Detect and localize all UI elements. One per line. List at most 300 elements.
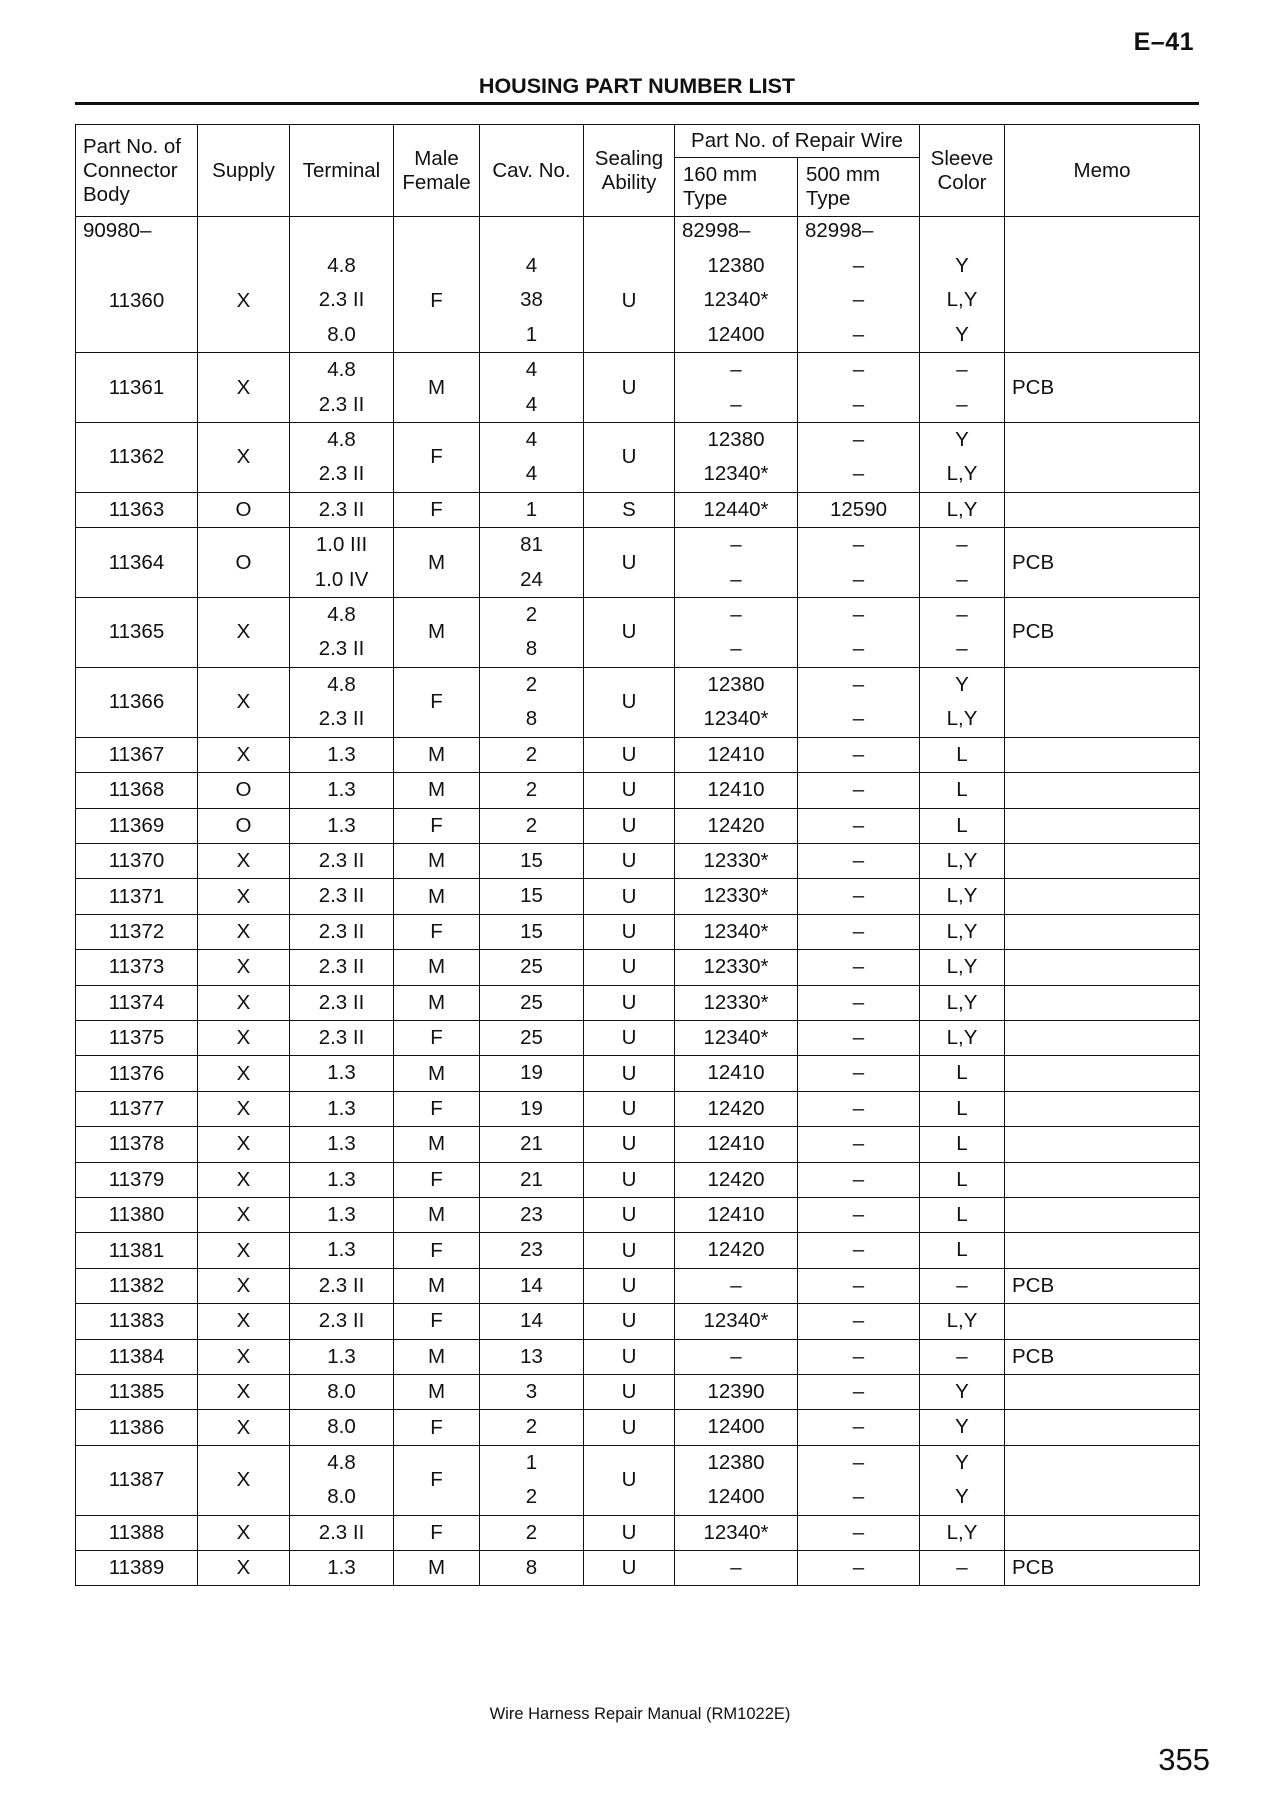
supply-cell: X xyxy=(198,843,290,878)
sleeve-color-cell-line: – xyxy=(956,358,968,382)
repair-wire-160-cell-line: 12410 xyxy=(707,1202,765,1226)
male-female-cell: F xyxy=(394,249,480,353)
repair-wire-500-cell xyxy=(798,843,920,878)
repair-wire-500-cell-line: – xyxy=(852,1344,865,1368)
prefix-row xyxy=(76,217,1200,250)
repair-wire-500-cell xyxy=(798,1551,920,1586)
terminal-cell-line: 4.8 xyxy=(327,1450,356,1474)
repair-wire-500-cell-line: – xyxy=(852,1485,865,1509)
col-header-sealing: Sealing Ability xyxy=(584,125,675,217)
terminal-cell xyxy=(290,773,394,808)
part-no-cell: 11364 xyxy=(76,528,198,598)
repair-wire-500-cell-line: – xyxy=(852,1309,865,1333)
table-row xyxy=(76,985,1200,1020)
terminal-cell xyxy=(290,1375,394,1410)
male-female-cell: F xyxy=(394,423,480,493)
type160-prefix: 82998– xyxy=(675,217,798,250)
cav-no-cell-line: 2 xyxy=(525,1485,538,1509)
repair-wire-160-cell-line: 12410 xyxy=(707,778,765,802)
sealing-cell: U xyxy=(584,598,675,668)
table-row xyxy=(76,1304,1200,1339)
repair-wire-160-cell xyxy=(675,1410,798,1445)
sleeve-color-cell-line: – xyxy=(956,1344,968,1368)
repair-wire-160-cell xyxy=(675,950,798,985)
repair-wire-500-cell-line: – xyxy=(852,672,865,696)
male-female-cell: M xyxy=(394,950,480,985)
repair-wire-500-cell xyxy=(798,1197,920,1232)
supply-cell: X xyxy=(198,1056,290,1091)
repair-wire-160-cell-line: 12330* xyxy=(703,990,769,1014)
supply-cell: X xyxy=(198,1268,290,1303)
repair-wire-160-cell-line: 12420 xyxy=(707,813,765,837)
sleeve-color-cell-line: L,Y xyxy=(946,1025,978,1049)
terminal-cell-line: 2.3 II xyxy=(318,637,365,661)
sleeve-color-cell xyxy=(920,879,1005,914)
memo-cell: PCB xyxy=(1005,1339,1200,1374)
sealing-cell: U xyxy=(584,1056,675,1091)
col-header-repair-wire: Part No. of Repair Wire xyxy=(675,125,920,158)
sleeve-color-cell-line: Y xyxy=(955,672,969,696)
repair-wire-500-cell xyxy=(798,950,920,985)
cav-no-cell xyxy=(480,598,584,668)
repair-wire-160-cell-line: 12410 xyxy=(707,742,765,766)
repair-wire-500-cell xyxy=(798,1515,920,1550)
cav-no-cell xyxy=(480,1551,584,1586)
cav-no-cell-line: 4 xyxy=(525,358,538,382)
table-row xyxy=(76,843,1200,878)
sealing-cell: U xyxy=(584,914,675,949)
male-female-cell: M xyxy=(394,773,480,808)
terminal-cell-line: 1.3 xyxy=(327,742,356,766)
section-label: E–41 xyxy=(1133,28,1194,56)
male-female-cell: M xyxy=(394,598,480,668)
part-no-cell: 11372 xyxy=(76,914,198,949)
sealing-cell: U xyxy=(584,1091,675,1126)
repair-wire-500-cell xyxy=(798,1410,920,1445)
cav-no-cell-line: 23 xyxy=(520,1202,543,1226)
type500-prefix: 82998– xyxy=(798,217,920,250)
repair-wire-500-cell xyxy=(798,598,920,668)
terminal-cell-line: 8.0 xyxy=(327,1415,356,1439)
repair-wire-500-cell-line: – xyxy=(852,742,865,766)
terminal-cell-line: 2.3 II xyxy=(318,1025,365,1049)
sleeve-color-cell-line: L xyxy=(956,1096,968,1120)
repair-wire-160-cell xyxy=(675,1304,798,1339)
repair-wire-160-cell xyxy=(675,1162,798,1197)
terminal-cell-line: 1.3 xyxy=(327,1344,356,1368)
repair-wire-500-cell-line: – xyxy=(852,533,865,557)
male-female-cell: M xyxy=(394,1268,480,1303)
cav-no-cell xyxy=(480,1091,584,1126)
supply-cell: X xyxy=(198,1551,290,1586)
repair-wire-500-cell-line: – xyxy=(852,428,865,452)
sealing-cell: U xyxy=(584,1162,675,1197)
terminal-cell xyxy=(290,914,394,949)
sealing-cell: U xyxy=(584,1551,675,1586)
col-header-500mm-type: 500 mm Type xyxy=(798,158,920,217)
repair-wire-500-cell-line: – xyxy=(852,955,865,979)
cav-no-cell-line: 15 xyxy=(520,884,543,908)
male-female-cell: F xyxy=(394,492,480,527)
supply-cell: X xyxy=(198,1304,290,1339)
sleeve-color-cell xyxy=(920,1233,1005,1268)
part-no-cell: 11378 xyxy=(76,1127,198,1162)
terminal-cell xyxy=(290,1127,394,1162)
memo-cell xyxy=(1005,737,1200,772)
male-female-cell: M xyxy=(394,1375,480,1410)
table-row xyxy=(76,1197,1200,1232)
cav-no-cell-line: 4 xyxy=(525,428,538,452)
cav-no-cell-line: 4 xyxy=(525,462,538,486)
part-no-cell: 11370 xyxy=(76,843,198,878)
memo-cell xyxy=(1005,1197,1200,1232)
supply-cell: X xyxy=(198,1197,290,1232)
col-header-160mm-type: 160 mm Type xyxy=(675,158,798,217)
repair-wire-160-cell-line: – xyxy=(730,637,742,661)
supply-cell: X xyxy=(198,598,290,668)
sleeve-color-cell-line: – xyxy=(956,1556,968,1580)
repair-wire-500-cell-line: – xyxy=(852,1132,865,1156)
repair-wire-500-cell xyxy=(798,1162,920,1197)
cav-no-cell-line: 2 xyxy=(525,813,538,837)
sleeve-color-cell-line: L xyxy=(956,742,968,766)
sleeve-color-cell xyxy=(920,737,1005,772)
cav-no-cell-line: 21 xyxy=(520,1167,543,1191)
repair-wire-160-cell xyxy=(675,879,798,914)
repair-wire-160-cell xyxy=(675,492,798,527)
table-row xyxy=(76,1375,1200,1410)
terminal-cell-line: 8.0 xyxy=(327,1380,356,1403)
repair-wire-160-cell xyxy=(675,1233,798,1268)
terminal-cell xyxy=(290,950,394,985)
table-row xyxy=(76,492,1200,527)
terminal-cell-line: 2.3 II xyxy=(318,1309,365,1333)
male-female-cell: F xyxy=(394,667,480,737)
sleeve-color-cell xyxy=(920,773,1005,808)
terminal-cell-line: 1.0 III xyxy=(315,533,368,557)
repair-wire-500-cell-line: – xyxy=(852,1450,865,1474)
male-female-cell: F xyxy=(394,1304,480,1339)
sealing-cell: S xyxy=(584,492,675,527)
cav-no-cell-line: 2 xyxy=(525,1520,538,1544)
supply-cell: X xyxy=(198,1375,290,1410)
repair-wire-160-cell-line: – xyxy=(730,392,742,416)
terminal-cell-line: 4.8 xyxy=(327,603,356,627)
part-no-cell: 11367 xyxy=(76,737,198,772)
repair-wire-160-cell xyxy=(675,1127,798,1162)
sleeve-color-cell xyxy=(920,1091,1005,1126)
supply-cell: X xyxy=(198,1445,290,1515)
table-row xyxy=(76,1268,1200,1303)
cav-no-cell xyxy=(480,879,584,914)
cav-no-cell-line: 38 xyxy=(520,288,543,312)
terminal-cell xyxy=(290,667,394,737)
cav-no-cell xyxy=(480,1020,584,1055)
repair-wire-500-cell-line: – xyxy=(852,778,865,802)
repair-wire-160-cell-line: 12340* xyxy=(703,1520,769,1544)
sleeve-color-cell-line: Y xyxy=(955,428,969,452)
repair-wire-500-cell xyxy=(798,879,920,914)
terminal-cell xyxy=(290,1020,394,1055)
terminal-cell-line: 2.3 II xyxy=(318,497,365,521)
sleeve-color-cell-line: L xyxy=(956,1132,968,1156)
repair-wire-500-cell-line: – xyxy=(852,462,865,486)
cav-no-cell-line: 4 xyxy=(525,392,538,416)
sleeve-color-cell-line: L,Y xyxy=(946,919,978,943)
repair-wire-500-cell xyxy=(798,985,920,1020)
sealing-cell: U xyxy=(584,985,675,1020)
table-row xyxy=(76,1127,1200,1162)
repair-wire-500-cell-line: – xyxy=(852,707,865,731)
memo-cell xyxy=(1005,843,1200,878)
part-no-cell: 11387 xyxy=(76,1445,198,1515)
cav-no-cell xyxy=(480,985,584,1020)
table-row xyxy=(76,1515,1200,1550)
cav-no-cell xyxy=(480,843,584,878)
repair-wire-160-cell-line: 12420 xyxy=(707,1238,765,1262)
part-no-cell: 11384 xyxy=(76,1339,198,1374)
memo-cell xyxy=(1005,1515,1200,1550)
col-header-male-female: Male Female xyxy=(394,125,480,217)
memo-cell xyxy=(1005,773,1200,808)
table-row xyxy=(76,423,1200,493)
terminal-cell-line: 4.8 xyxy=(327,254,356,277)
terminal-cell xyxy=(290,1339,394,1374)
repair-wire-160-cell xyxy=(675,1339,798,1374)
terminal-cell-line: 1.0 IV xyxy=(314,567,369,591)
sealing-cell: U xyxy=(584,1197,675,1232)
sleeve-color-cell xyxy=(920,528,1005,598)
sealing-cell: U xyxy=(584,1410,675,1445)
supply-cell: X xyxy=(198,1091,290,1126)
cav-no-cell xyxy=(480,1056,584,1091)
terminal-cell-line: 2.3 II xyxy=(318,1273,365,1297)
repair-wire-500-cell xyxy=(798,1127,920,1162)
terminal-cell xyxy=(290,1091,394,1126)
supply-cell: X xyxy=(198,423,290,493)
table-row xyxy=(76,1410,1200,1445)
terminal-cell xyxy=(290,1268,394,1303)
table-row xyxy=(76,1445,1200,1515)
repair-wire-160-cell xyxy=(675,598,798,668)
table-row xyxy=(76,1233,1200,1268)
sealing-cell: U xyxy=(584,1515,675,1550)
repair-wire-500-cell xyxy=(798,667,920,737)
repair-wire-500-cell-line: – xyxy=(852,990,865,1014)
sleeve-color-cell xyxy=(920,1127,1005,1162)
repair-wire-500-cell-line: – xyxy=(852,1415,865,1439)
repair-wire-160-cell xyxy=(675,773,798,808)
housing-part-table xyxy=(75,124,1200,1586)
male-female-cell: F xyxy=(394,808,480,843)
cav-no-cell-line: 1 xyxy=(525,497,538,521)
terminal-cell xyxy=(290,879,394,914)
memo-cell xyxy=(1005,914,1200,949)
sleeve-color-cell xyxy=(920,423,1005,493)
cav-no-cell xyxy=(480,353,584,423)
title-divider xyxy=(75,102,1199,105)
sleeve-color-cell xyxy=(920,914,1005,949)
terminal-cell xyxy=(290,1515,394,1550)
part-no-prefix: 90980– xyxy=(76,217,198,250)
sleeve-color-cell xyxy=(920,1551,1005,1586)
prefix-empty xyxy=(1005,217,1200,250)
repair-wire-500-cell-line: – xyxy=(852,254,865,277)
memo-cell xyxy=(1005,249,1200,353)
cav-no-cell-line: 3 xyxy=(525,1380,538,1403)
table-row xyxy=(76,1020,1200,1055)
prefix-empty xyxy=(198,217,290,250)
cav-no-cell xyxy=(480,667,584,737)
male-female-cell: M xyxy=(394,353,480,423)
repair-wire-500-cell xyxy=(798,1020,920,1055)
table-row xyxy=(76,914,1200,949)
supply-cell: X xyxy=(198,1162,290,1197)
terminal-cell xyxy=(290,1233,394,1268)
terminal-cell-line: 1.3 xyxy=(327,1132,356,1156)
repair-wire-500-cell-line: – xyxy=(852,813,865,837)
repair-wire-160-cell xyxy=(675,843,798,878)
sleeve-color-cell xyxy=(920,1162,1005,1197)
sealing-cell: U xyxy=(584,249,675,353)
cav-no-cell xyxy=(480,950,584,985)
supply-cell: X xyxy=(198,249,290,353)
part-no-cell: 11360 xyxy=(76,249,198,353)
sleeve-color-cell-line: L xyxy=(956,1061,968,1085)
cav-no-cell-line: 81 xyxy=(520,533,543,557)
cav-no-cell xyxy=(480,1339,584,1374)
part-no-cell: 11371 xyxy=(76,879,198,914)
repair-wire-500-cell xyxy=(798,1056,920,1091)
table-row xyxy=(76,1091,1200,1126)
terminal-cell-line: 2.3 II xyxy=(318,955,365,979)
col-header-cav-no: Cav. No. xyxy=(480,125,584,217)
repair-wire-160-cell-line: – xyxy=(730,1273,742,1297)
memo-cell xyxy=(1005,423,1200,493)
terminal-cell-line: 1.3 xyxy=(327,1096,356,1120)
cav-no-cell-line: 21 xyxy=(520,1132,543,1156)
terminal-cell-line: 1.3 xyxy=(327,1061,356,1085)
male-female-cell: M xyxy=(394,737,480,772)
repair-wire-160-cell-line: – xyxy=(730,358,742,382)
sealing-cell: U xyxy=(584,1127,675,1162)
terminal-cell-line: 1.3 xyxy=(327,1202,356,1226)
repair-wire-500-cell xyxy=(798,914,920,949)
repair-wire-500-cell-line: – xyxy=(852,884,865,908)
cav-no-cell-line: 2 xyxy=(525,1415,538,1439)
sleeve-color-cell-line: – xyxy=(956,637,968,661)
part-no-cell: 11361 xyxy=(76,353,198,423)
cav-no-cell xyxy=(480,1410,584,1445)
sleeve-color-cell xyxy=(920,1197,1005,1232)
memo-cell xyxy=(1005,1127,1200,1162)
sleeve-color-cell-line: Y xyxy=(955,254,969,277)
repair-wire-160-cell-line: 12380 xyxy=(707,254,765,277)
cav-no-cell xyxy=(480,528,584,598)
repair-wire-500-cell xyxy=(798,249,920,353)
sleeve-color-cell-line: Y xyxy=(955,1450,969,1474)
table-row xyxy=(76,1339,1200,1374)
male-female-cell: F xyxy=(394,1233,480,1268)
terminal-cell xyxy=(290,1410,394,1445)
supply-cell: X xyxy=(198,1339,290,1374)
repair-wire-160-cell-line: 12330* xyxy=(703,884,769,908)
cav-no-cell-line: 25 xyxy=(520,990,543,1014)
part-no-cell: 11386 xyxy=(76,1410,198,1445)
repair-wire-500-cell-line: – xyxy=(852,1025,865,1049)
sleeve-color-cell xyxy=(920,808,1005,843)
repair-wire-160-cell xyxy=(675,528,798,598)
sleeve-color-cell-line: – xyxy=(956,567,968,591)
terminal-cell-line: 2.3 II xyxy=(318,919,365,943)
terminal-cell xyxy=(290,1304,394,1339)
supply-cell: X xyxy=(198,1233,290,1268)
sleeve-color-cell xyxy=(920,1268,1005,1303)
terminal-cell xyxy=(290,249,394,353)
terminal-cell-line: 4.8 xyxy=(327,672,356,696)
male-female-cell: M xyxy=(394,879,480,914)
terminal-cell-line: 2.3 II xyxy=(318,392,365,416)
cav-no-cell-line: 14 xyxy=(520,1309,543,1333)
repair-wire-500-cell-line: – xyxy=(852,848,865,872)
cav-no-cell-line: 19 xyxy=(520,1061,543,1085)
part-no-cell: 11362 xyxy=(76,423,198,493)
cav-no-cell-line: 8 xyxy=(525,707,538,731)
memo-cell xyxy=(1005,985,1200,1020)
terminal-cell-line: 1.3 xyxy=(327,1238,356,1262)
sleeve-color-cell xyxy=(920,598,1005,668)
part-no-cell: 11375 xyxy=(76,1020,198,1055)
table-row xyxy=(76,1162,1200,1197)
cav-no-cell-line: 2 xyxy=(525,778,538,802)
part-no-cell: 11377 xyxy=(76,1091,198,1126)
repair-wire-500-cell-line: – xyxy=(852,1202,865,1226)
repair-wire-160-cell xyxy=(675,914,798,949)
memo-cell xyxy=(1005,1162,1200,1197)
terminal-cell xyxy=(290,353,394,423)
sealing-cell: U xyxy=(584,808,675,843)
repair-wire-160-cell xyxy=(675,1091,798,1126)
col-header-part-no: Part No. of Connector Body xyxy=(76,125,198,217)
part-no-cell: 11366 xyxy=(76,667,198,737)
cav-no-cell xyxy=(480,773,584,808)
sleeve-color-cell-line: Y xyxy=(955,1380,969,1403)
sleeve-color-cell-line: Y xyxy=(955,1415,969,1439)
sleeve-color-cell-line: – xyxy=(956,1273,968,1297)
cav-no-cell-line: 1 xyxy=(525,322,538,346)
repair-wire-500-cell xyxy=(798,1304,920,1339)
repair-wire-160-cell-line: – xyxy=(730,1344,742,1368)
memo-cell xyxy=(1005,492,1200,527)
memo-cell xyxy=(1005,1304,1200,1339)
repair-wire-500-cell-line: – xyxy=(852,1061,865,1085)
terminal-cell-line: 1.3 xyxy=(327,778,356,802)
supply-cell: X xyxy=(198,950,290,985)
sleeve-color-cell-line: L,Y xyxy=(946,1309,978,1333)
prefix-empty xyxy=(394,217,480,250)
male-female-cell: M xyxy=(394,1339,480,1374)
repair-wire-500-cell xyxy=(798,1268,920,1303)
terminal-cell xyxy=(290,528,394,598)
table-row xyxy=(76,353,1200,423)
male-female-cell: F xyxy=(394,1515,480,1550)
prefix-empty xyxy=(920,217,1005,250)
repair-wire-160-cell xyxy=(675,985,798,1020)
repair-wire-160-cell-line: 12340* xyxy=(703,1309,769,1333)
table-row xyxy=(76,598,1200,668)
prefix-empty xyxy=(480,217,584,250)
memo-cell xyxy=(1005,667,1200,737)
